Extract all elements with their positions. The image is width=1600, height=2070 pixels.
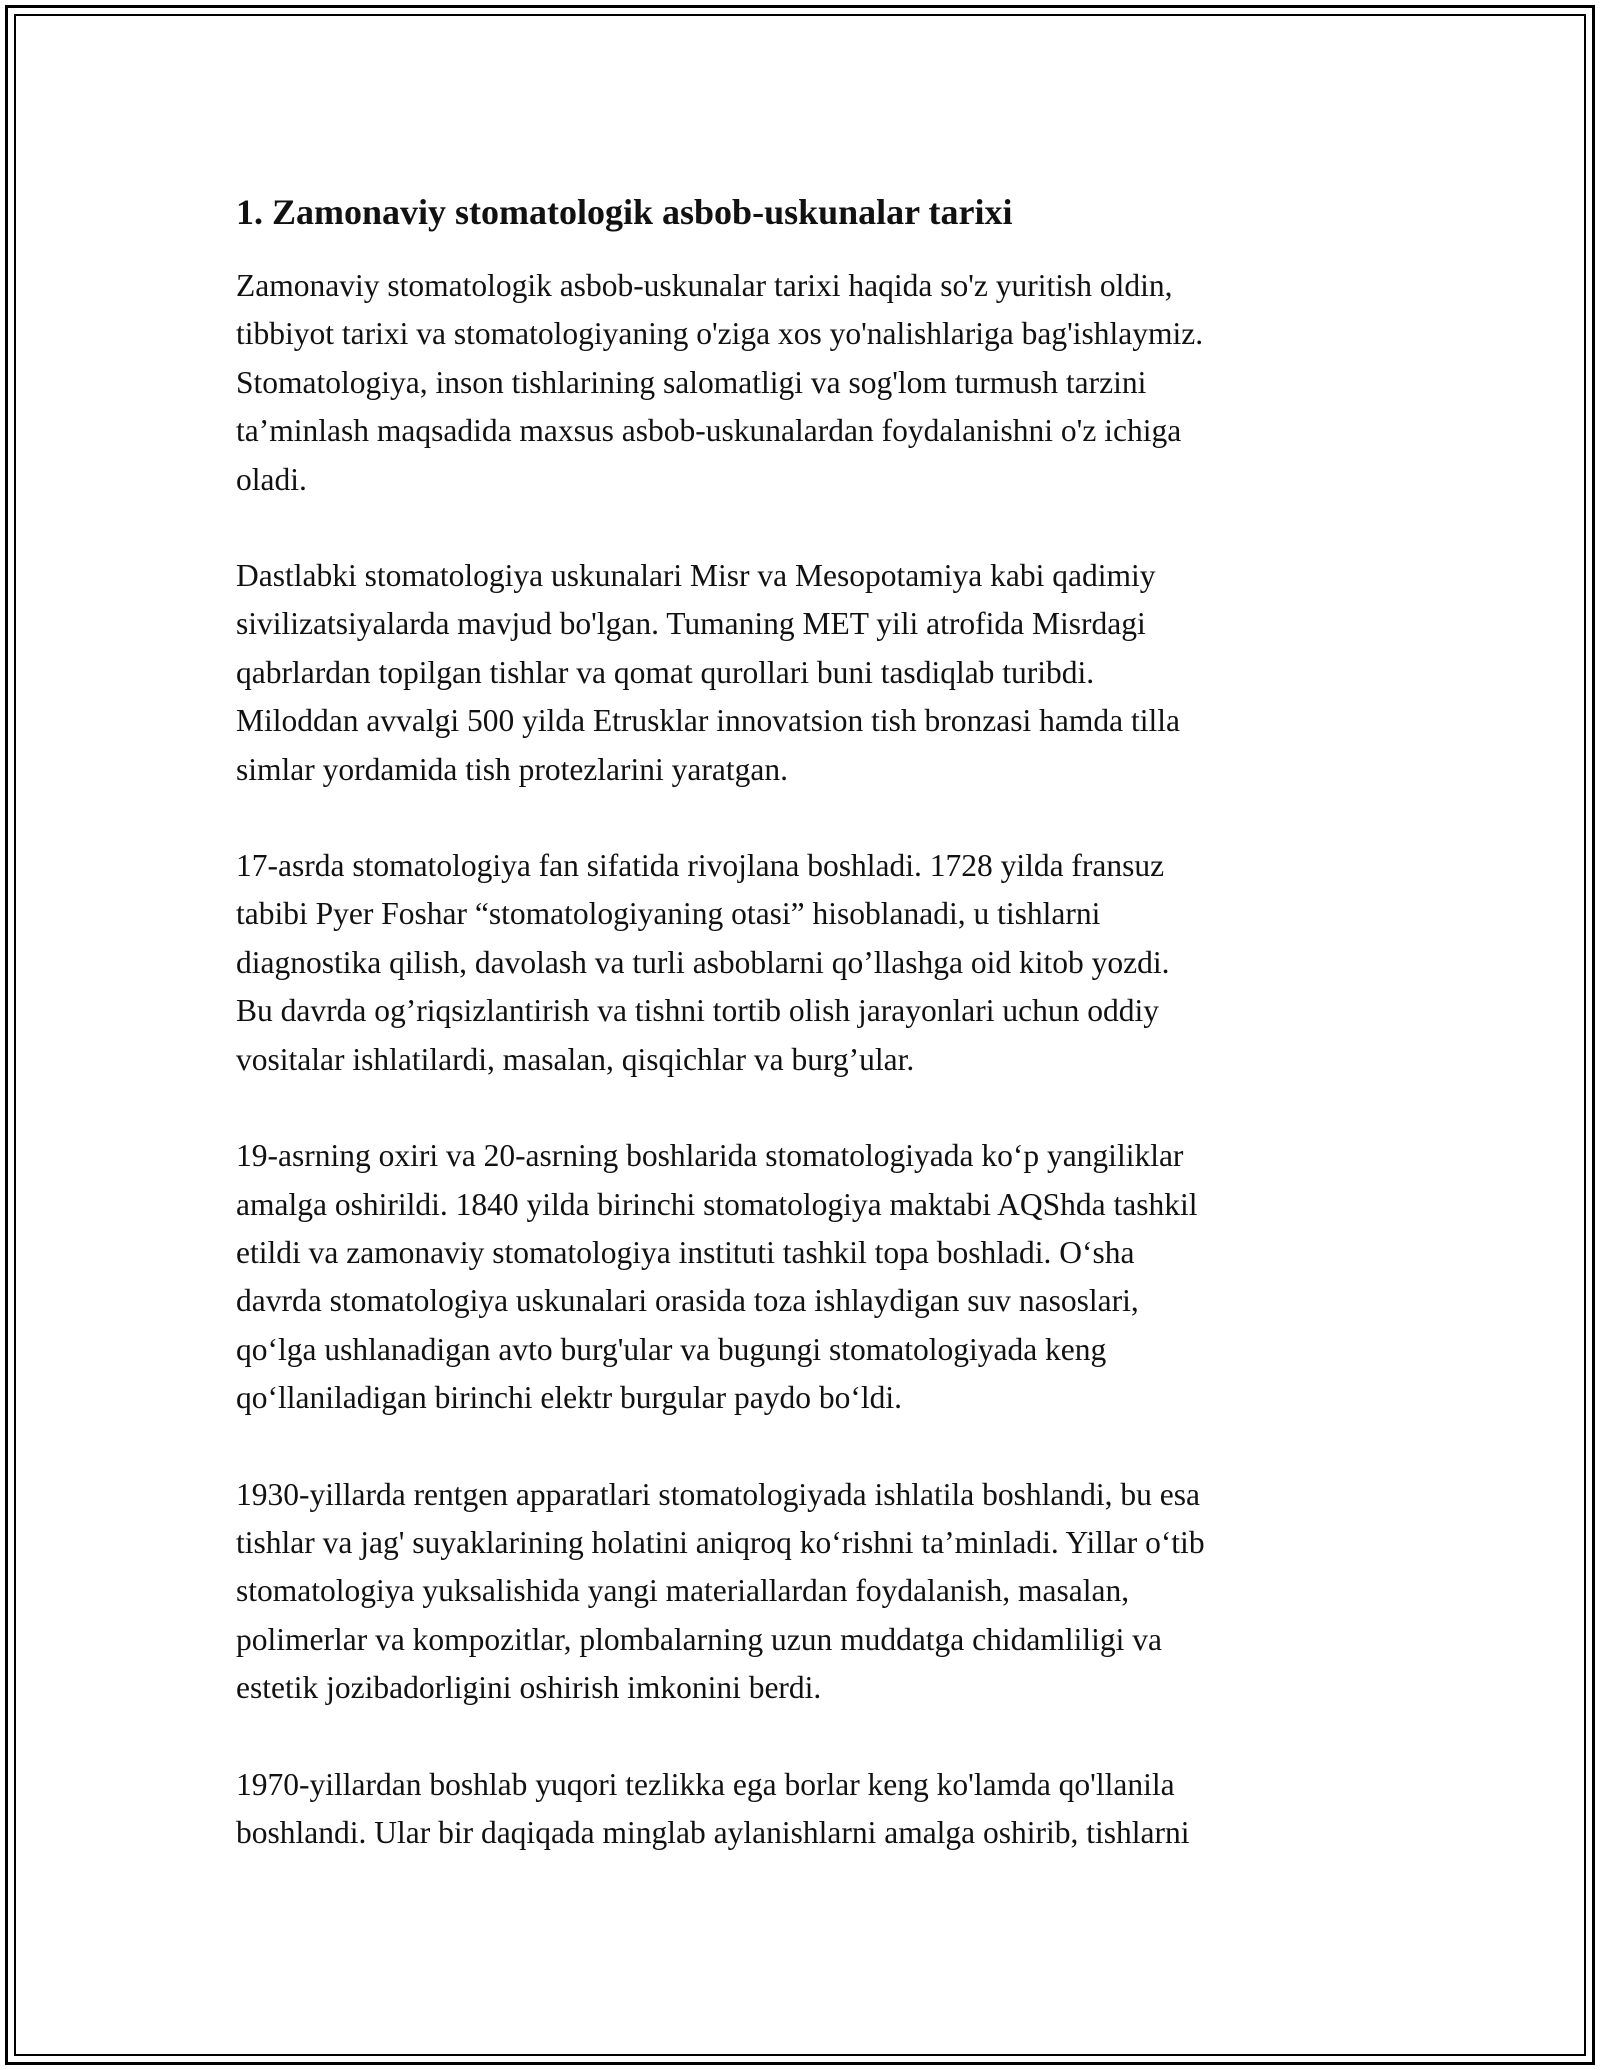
text-line: Zamonaviy stomatologik asbob-uskunalar tarixi haqida so'z yuritish oldin, [236,268,1173,303]
text-line: estetik jozibadorligini oshirish imkonini berdi. [236,1670,822,1706]
text-line: Miloddan avvalgi 500 yilda Etrusklar innovatsion tish bronzasi hamda tilla [236,703,1180,739]
text-line: tibbiyot tarixi va stomatologiyaning o'ziga xos yo'nalishlariga bag'ishlaymiz. [236,316,1204,352]
text-line: ta’minlash maqsadida maxsus asbob-uskunalardan foydalanishni o'z ichiga [236,413,1182,449]
text-line: 1930-yillarda rentgen apparatlari stomatologiyada ishlatila boshlandi, bu esa [236,1476,1200,1512]
text-line: 1970-yillardan boshlab yuqori tezlikka ega borlar keng ko'lamda qo'llanila [236,1766,1175,1802]
text-line: simlar yordamida tish protezlarini yaratgan. [236,751,788,787]
text-line: qo‘lga ushlanadigan avto burg'ular va bugungi stomatologiyada keng [236,1331,1107,1367]
text-line: boshlandi. Ular bir daqiqada minglab aylanishlarni amalga oshirib, tishlarni [236,1814,1190,1850]
paragraph-3 [236,842,1386,1084]
text-line: Bu davrda og’riqsizlantirish va tishni tortib olish jarayonlari uchun oddiy [236,993,1159,1029]
text-line: Stomatologiya, inson tishlarining salomatligi va sog'lom turmush tarzini [236,364,1147,400]
paragraph-2 [236,552,1386,794]
text-line: qo‘llaniladigan birinchi elektr burgular paydo bo‘ldi. [236,1380,902,1416]
text-line: oladi. [236,461,307,497]
document-body [236,188,1386,1905]
section-title: 1. Zamonaviy stomatologik asbob-uskunalar tarixi [236,192,1013,232]
paragraph-4 [236,1132,1386,1422]
text-line: polimerlar va kompozitlar, plombalarning uzun muddatga chidamliligi va [236,1621,1162,1657]
text-line: Dastlabki stomatologiya uskunalari Misr va Mesopotamiya kabi qadimiy [236,558,1156,594]
text-line: davrda stomatologiya uskunalari orasida toza ishlaydigan suv nasoslari, [236,1283,1139,1319]
text-line: etildi va zamonaviy stomatologiya instituti tashkil topa boshladi. O‘sha [236,1234,1135,1270]
text-line: 19-asrning oxiri va 20-asrning boshlarida stomatologiyada ko‘p yangiliklar [236,1138,1184,1174]
text-line: diagnostika qilish, davolash va turli asboblarni qo’llashga oid kitob yozdi. [236,944,1170,980]
text-line: tishlar va jag' suyaklarining holatini aniqroq ko‘rishni ta’minladi. Yillar o‘tib [236,1524,1205,1560]
text-line: stomatologiya yuksalishida yangi materiallardan foydalanish, masalan, [236,1573,1130,1609]
text-line: sivilizatsiyalarda mavjud bo'lgan. Tumaning MET yili atrofida Misrdagi [236,606,1146,642]
text-line: vositalar ishlatilardi, masalan, qisqichlar va burg’ular. [236,1041,915,1077]
paragraph-5 [236,1471,1386,1713]
paragraph-6 [236,1761,1386,1858]
text-line: 17-asrda stomatologiya fan sifatida rivojlana boshladi. 1728 yilda fransuz [236,848,1165,884]
paragraph-1 [236,262,1386,504]
text-line: amalga oshirildi. 1840 yilda birinchi stomatologiya maktabi AQShda tashkil [236,1186,1198,1222]
text-line: tabibi Pyer Foshar “stomatologiyaning otasi” hisoblanadi, u tishlarni [236,896,1101,932]
text-line: qabrlardan topilgan tishlar va qomat qurollari buni tasdiqlab turibdi. [236,654,1095,690]
